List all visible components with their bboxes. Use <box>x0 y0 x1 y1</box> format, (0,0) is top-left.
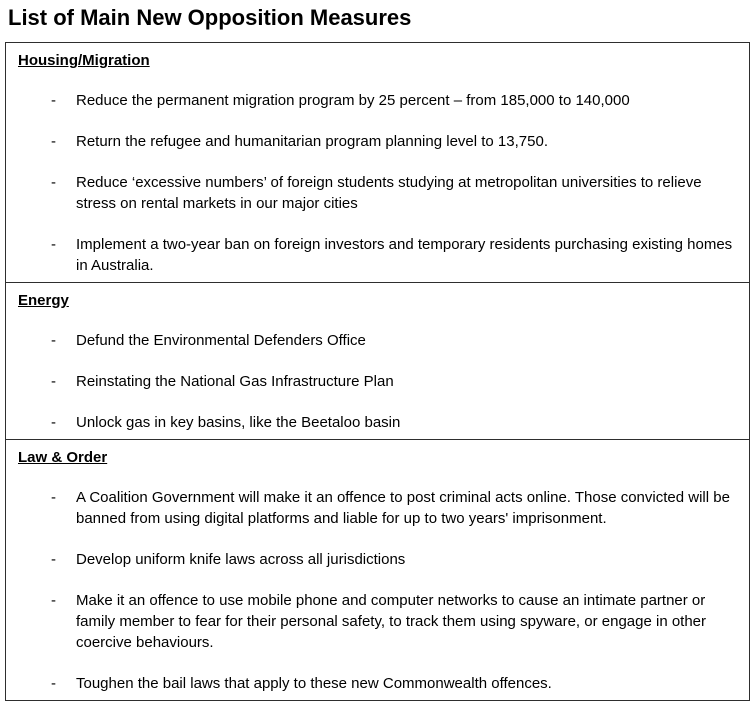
section-energy <box>6 283 749 440</box>
dash-marker: - <box>51 592 56 609</box>
list-item <box>51 90 741 111</box>
section-housing-migration <box>6 43 749 283</box>
list-item-text: Make it an offence to use mobile phone and computer networks to cause an intimate partner or family member to fear for their personal safety, to track them using spyware, or engage in other coercive behaviours. <box>76 592 707 651</box>
list-item <box>51 673 741 694</box>
list-item <box>51 330 741 351</box>
list-item-text: Return the refugee and humanitarian program planning level to 13,750. <box>76 133 548 150</box>
list-item <box>51 590 741 653</box>
list-item-text: A Coalition Government will make it an offence to post criminal acts online. Those convicted will be banned from using digital platforms and liable for up to two years' imprisonment. <box>76 489 730 527</box>
bullet-list <box>18 330 741 433</box>
dash-marker: - <box>51 92 56 109</box>
measures-table <box>5 42 750 701</box>
section-heading: Law & Order <box>18 449 108 466</box>
dash-marker: - <box>51 174 56 191</box>
section-heading: Energy <box>18 292 69 309</box>
list-item-text: Reinstating the National Gas Infrastructure Plan <box>76 373 394 390</box>
list-item <box>51 412 741 433</box>
list-item-text: Unlock gas in key basins, like the Beetaloo basin <box>76 414 401 431</box>
dash-marker: - <box>51 675 56 692</box>
dash-marker: - <box>51 373 56 390</box>
dash-marker: - <box>51 489 56 506</box>
dash-marker: - <box>51 414 56 431</box>
bullet-list <box>18 487 741 694</box>
dash-marker: - <box>51 133 56 150</box>
list-item-text: Defund the Environmental Defenders Office <box>76 332 366 349</box>
page-title: List of Main New Opposition Measures <box>8 5 412 30</box>
bullet-list <box>18 90 741 276</box>
list-item-text: Reduce ‘excessive numbers’ of foreign students studying at metropolitan universities to relieve stress on rental markets in our major cities <box>76 174 702 212</box>
list-item-text: Toughen the bail laws that apply to these new Commonwealth offences. <box>76 675 552 692</box>
list-item-text: Implement a two-year ban on foreign investors and temporary residents purchasing existing homes in Australia. <box>76 236 733 274</box>
dash-marker: - <box>51 236 56 253</box>
list-item-text: Develop uniform knife laws across all jurisdictions <box>76 551 406 568</box>
section-law-order <box>6 440 749 700</box>
section-heading: Housing/Migration <box>18 52 150 69</box>
list-item <box>51 549 741 570</box>
list-item <box>51 234 741 276</box>
dash-marker: - <box>51 332 56 349</box>
list-item-text: Reduce the permanent migration program by 25 percent – from 185,000 to 140,000 <box>76 92 630 109</box>
list-item <box>51 172 741 214</box>
list-item <box>51 371 741 392</box>
list-item <box>51 487 741 529</box>
dash-marker: - <box>51 551 56 568</box>
list-item <box>51 131 741 152</box>
